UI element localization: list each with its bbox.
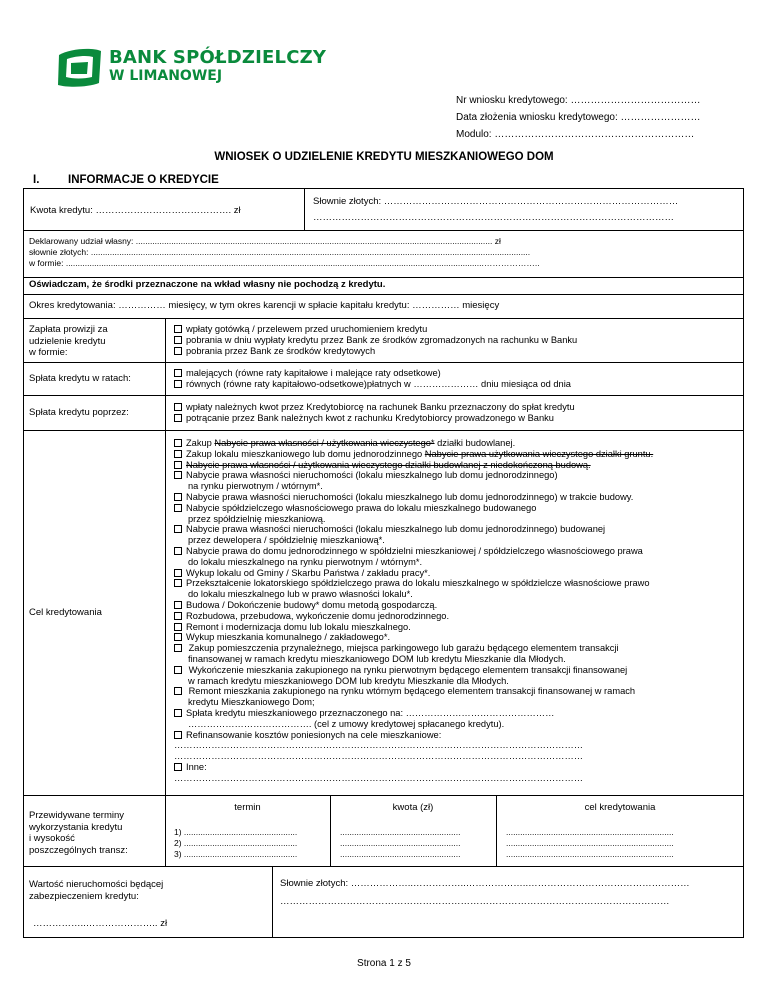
checkbox[interactable] <box>174 369 182 377</box>
loan-purpose-option[interactable] <box>174 449 653 460</box>
checkbox[interactable] <box>174 439 182 447</box>
checkbox[interactable] <box>174 569 182 577</box>
bank-name-line2: W LIMANOWEJ <box>109 68 223 84</box>
repayment-method-label: Spłata kredytu poprzez: <box>29 407 129 418</box>
checkbox[interactable] <box>174 709 182 717</box>
option-text: na rynku pierwotnym / wtórnym*. <box>188 481 323 492</box>
loan-purpose-label: Cel kredytowania <box>29 607 102 618</box>
loan-purpose-option[interactable] <box>174 643 653 654</box>
option-text: Nabycie prawa własności nieruchomości (lokalu mieszkalnego lub domu jednorodzinnego) <box>186 470 558 481</box>
tranche-cell[interactable]: ....................................................................... <box>506 849 674 859</box>
commission-option-loan-funds[interactable]: pobrania przez Bank ze środków kredytowych <box>174 346 577 357</box>
option-text: Rozbudowa, przebudowa, wykończenie domu jednorodzinnego. <box>186 610 450 621</box>
option-text: Remont i modernizacja domu lub lokalu mieszkalnego. <box>186 621 411 632</box>
option-text: …………………………………………………………………………………………………………………… <box>174 751 584 762</box>
option-text: Nabycie prawa do domu jednorodzinnego w spółdzielni mieszkaniowej / spółdzielczego własnościowego prawa <box>186 545 643 556</box>
commission-option-account[interactable]: pobrania w dniu wypłaty kredytu przez Bank ze środków zgromadzonych na rachunku w Banku <box>174 335 577 346</box>
checkbox[interactable] <box>174 666 182 674</box>
own-contribution-words-field[interactable]: słownie złotych: .......................................................................................................................................................................................... <box>29 247 531 257</box>
loan-purpose-continuation <box>174 676 653 687</box>
option-text: …………………………………………………………………………………………………………………… <box>174 740 584 751</box>
loan-purpose-option[interactable] <box>174 730 653 741</box>
tranche-cell[interactable]: ....................................................................... <box>506 827 674 837</box>
option-text: przez dewelopera / spółdzielnię mieszkaniową*. <box>188 535 385 546</box>
loan-purpose-continuation <box>174 514 653 525</box>
loan-purpose-option[interactable] <box>174 578 653 589</box>
checkbox[interactable] <box>174 525 182 533</box>
checkbox[interactable] <box>174 633 182 641</box>
application-date-field[interactable]: Data złożenia wniosku kredytowego: …………………… <box>456 112 701 123</box>
option-text: do lokalu mieszkalnego na rynku pierwotnym / wtórnym*. <box>188 556 423 567</box>
option-text: Przekształcenie lokatorskiego spółdzielczego prawa do lokalu mieszkalnego w spółdzielcze własnościowe prawo <box>186 578 650 589</box>
option-text: w ramach kredytu mieszkaniowego DOM lub kredytu Mieszkanie dla Młodych. <box>188 675 509 686</box>
commission-options <box>174 324 577 356</box>
bank-emblem-icon <box>55 45 105 89</box>
checkbox[interactable] <box>174 601 182 609</box>
option-text: Nabycie prawa własności nieruchomości (lokalu mieszkalnego lub domu jednorodzinnego) w trakcie budowy. <box>186 491 634 502</box>
option-text: Wykończenie mieszkania zakupionego na rynku pierwotnym będącego elementem transakcji finansowanej <box>186 664 628 675</box>
tranche-cell[interactable]: ................................................... <box>340 827 461 837</box>
checkbox[interactable] <box>174 403 182 411</box>
loan-purpose-option[interactable] <box>174 524 653 535</box>
checkbox[interactable] <box>174 612 182 620</box>
option-text: Zakup lokalu mieszkaniowego lub domu jednorodzinnego <box>186 448 425 459</box>
own-contribution-declaration: Oświadczam, że środki przeznaczone na wkład własny nie pochodzą z kredytu. <box>29 279 386 290</box>
commission-label: Zapłata prowizji za udzielenie kredytu w formie: <box>29 324 108 358</box>
loan-purpose-continuation <box>174 481 653 492</box>
loan-purpose-option[interactable] <box>174 503 653 514</box>
form-title: WNIOSEK O UDZIELENIE KREDYTU MIESZKANIOWEGO DOM <box>214 151 554 163</box>
tranche-cell[interactable]: 1) ................................................ <box>174 827 298 837</box>
tranches-label: Przewidywane terminy wykorzystania kredytu i wysokość poszczególnych transz: <box>29 810 128 856</box>
checkbox[interactable] <box>174 325 182 333</box>
loan-purpose-continuation <box>174 751 653 762</box>
loan-period-field[interactable]: Okres kredytowania: …………… miesięcy, w tym okres karencji w spłacie kapitału kredytu: …………… miesięcy <box>29 300 500 311</box>
loan-purpose-option[interactable] <box>174 708 653 719</box>
section-title: INFORMACJE O KREDYCIE <box>68 174 219 186</box>
repayment-method-options <box>174 402 575 424</box>
repayment-option-deduction[interactable]: potrącanie przez Bank należnych kwot z rachunku Kredytobiorcy prowadzonego w Banku <box>174 413 575 424</box>
loan-purpose-continuation <box>174 719 653 730</box>
option-text: przez spółdzielnię mieszkaniową. <box>188 513 326 524</box>
option-text: Nabycie prawa własności nieruchomości (lokalu mieszkalnego lub domu jednorodzinnego) budowanej <box>186 524 606 535</box>
bank-logo <box>55 45 327 90</box>
tranche-cell[interactable]: ................................................... <box>340 838 461 848</box>
installments-option-equal[interactable]: równych (równe raty kapitałowo-odsetkowe)płatnych w ………………… dniu miesiąca od dnia <box>174 379 571 390</box>
checkbox[interactable] <box>174 579 182 587</box>
own-contribution-field[interactable]: Deklarowany udział własny: ....................................................................................................................................................... zł <box>29 236 501 246</box>
option-text: …………………………………. (cel z umowy kredytowej spłacanego kredytu). <box>188 718 505 729</box>
struck-text: Nabycie prawa użytkowania wieczystego działki gruntu. <box>424 448 654 459</box>
option-text: Zakup <box>186 438 215 448</box>
bank-name-line1: BANK SPÓŁDZIELCZY <box>109 47 327 68</box>
checkbox[interactable] <box>174 644 182 652</box>
installments-options <box>174 368 571 390</box>
checkbox[interactable] <box>174 461 182 469</box>
struck-text: Nabycie prawa własności / użytkowania wieczystego działki budowlanej z niedokończoną budową. <box>186 459 591 470</box>
option-text: Zakup pomieszczenia przynależnego, miejsca parkingowego lub garażu będącego elementem transakcji <box>186 643 619 654</box>
option-text: Wykup lokalu od Gminy / Skarbu Państwa / zakładu pracy*. <box>186 567 431 578</box>
loan-purpose-continuation <box>174 654 653 665</box>
checkbox[interactable] <box>174 450 182 458</box>
checkbox[interactable] <box>174 336 182 344</box>
tranche-cell[interactable]: 2) ................................................ <box>174 838 298 848</box>
loan-purpose-continuation <box>174 535 653 546</box>
checkbox[interactable] <box>174 687 182 695</box>
application-number-field[interactable]: Nr wniosku kredytowego: ………………………………… <box>456 95 701 106</box>
column-header-amount: kwota (zł) <box>392 802 434 813</box>
repayment-option-transfer[interactable]: wpłaty należnych kwot przez Kredytobiorcę na rachunek Banku przeznaczony do spłat kredytu <box>174 402 575 413</box>
option-text: działki budowlanej. <box>434 438 516 448</box>
loan-amount-words-continuation[interactable]: …………………………………………………………………………………………………… <box>313 212 674 223</box>
column-header-term: termin <box>234 802 261 813</box>
page-number: Strona 1 z 5 <box>357 958 411 969</box>
option-text: Budowa / Dokończenie budowy* domu metodą gospodarczą. <box>186 599 438 610</box>
loan-purpose-option[interactable] <box>174 686 653 697</box>
tranche-cell[interactable]: ................................................... <box>340 849 461 859</box>
checkbox[interactable] <box>174 493 182 501</box>
loan-purpose-option[interactable] <box>174 492 653 503</box>
loan-purpose-option[interactable] <box>174 470 653 481</box>
loan-purpose-option[interactable] <box>174 546 653 557</box>
checkbox[interactable] <box>174 623 182 631</box>
checkbox[interactable] <box>174 504 182 512</box>
checkbox[interactable] <box>174 763 182 771</box>
loan-purpose-continuation <box>174 557 653 568</box>
option-text: Wykup mieszkania komunalnego / zakładowego*. <box>186 632 391 643</box>
loan-purpose-options <box>174 438 653 784</box>
option-text: do lokalu mieszkalnego lub w prawo własności lokalu*. <box>188 589 413 600</box>
property-value-words-continuation[interactable]: …………………………………………………………………………………………………………… <box>280 896 670 907</box>
modulo-field[interactable]: Modulo: …………………………………………………… <box>456 129 695 140</box>
option-text: Refinansowanie kosztów poniesionych na cele mieszkaniowe: <box>186 729 442 740</box>
checkbox[interactable] <box>174 347 182 355</box>
loan-purpose-option[interactable] <box>174 632 653 643</box>
option-text: finansowanej w ramach kredytu mieszkaniowego DOM lub kredytu Mieszkanie dla Młodych. <box>188 653 566 664</box>
loan-purpose-option[interactable] <box>174 568 653 579</box>
loan-purpose-option[interactable] <box>174 762 653 773</box>
checkbox[interactable] <box>174 414 182 422</box>
loan-purpose-continuation <box>174 773 653 784</box>
column-header-purpose: cel kredytowania <box>584 802 656 813</box>
loan-amount-words-field[interactable]: Słownie złotych: ………………………………………………………………………………… <box>313 196 679 207</box>
property-value-field[interactable]: ……………..………………….. zł <box>33 918 168 929</box>
option-text: Inne: <box>186 761 207 772</box>
property-value-label: Wartość nieruchomości będącej zabezpieczeniem kredytu: <box>29 879 164 902</box>
tranche-cell[interactable]: 3) ................................................ <box>174 849 298 859</box>
option-text: …………………………………………………………………………………………………………………… <box>174 772 584 783</box>
tranche-cell[interactable]: ....................................................................... <box>506 838 674 848</box>
checkbox[interactable] <box>174 380 182 388</box>
checkbox[interactable] <box>174 471 182 479</box>
loan-purpose-option[interactable] <box>174 665 653 676</box>
option-text: Spłata kredytu mieszkaniowego przeznaczonego na: ………………………………………… <box>186 707 555 718</box>
option-text: Remont mieszkania zakupionego na rynku wtórnym będącego elementem transakcji finansowanej w ramach <box>186 686 636 697</box>
loan-amount-field[interactable]: Kwota kredytu: ……………………………………. zł <box>30 205 241 216</box>
installments-option-decreasing[interactable]: malejących (równe raty kapitałowe i malejące raty odsetkowe) <box>174 368 571 379</box>
loan-purpose-continuation <box>174 589 653 600</box>
section-number: I. <box>33 174 40 186</box>
checkbox[interactable] <box>174 547 182 555</box>
loan-purpose-option[interactable] <box>174 600 653 611</box>
option-text: kredytu Mieszkaniowego Dom; <box>188 697 315 708</box>
property-value-words-field[interactable]: Słownie złotych: ………………..……………..………………..…………………………………………… <box>280 878 690 889</box>
checkbox[interactable] <box>174 731 182 739</box>
loan-purpose-option[interactable] <box>174 611 653 622</box>
loan-purpose-option[interactable] <box>174 438 653 449</box>
commission-option-cash[interactable]: wpłaty gotówką / przelewem przed uruchomieniem kredytu <box>174 324 577 335</box>
loan-purpose-continuation <box>174 740 653 751</box>
loan-purpose-option[interactable] <box>174 622 653 633</box>
loan-purpose-continuation <box>174 697 653 708</box>
installments-label: Spłata kredytu w ratach: <box>29 373 131 384</box>
own-contribution-form-field[interactable]: w formie: .................................................................................................................................................................................……………….. <box>29 258 540 268</box>
option-text: Nabycie spółdzielczego własnościowego prawa do lokalu mieszkalnego budowanego <box>186 502 537 513</box>
loan-purpose-option[interactable] <box>174 460 653 471</box>
struck-text: Nabycie prawa własności / użytkowania wieczystego* <box>214 438 435 448</box>
